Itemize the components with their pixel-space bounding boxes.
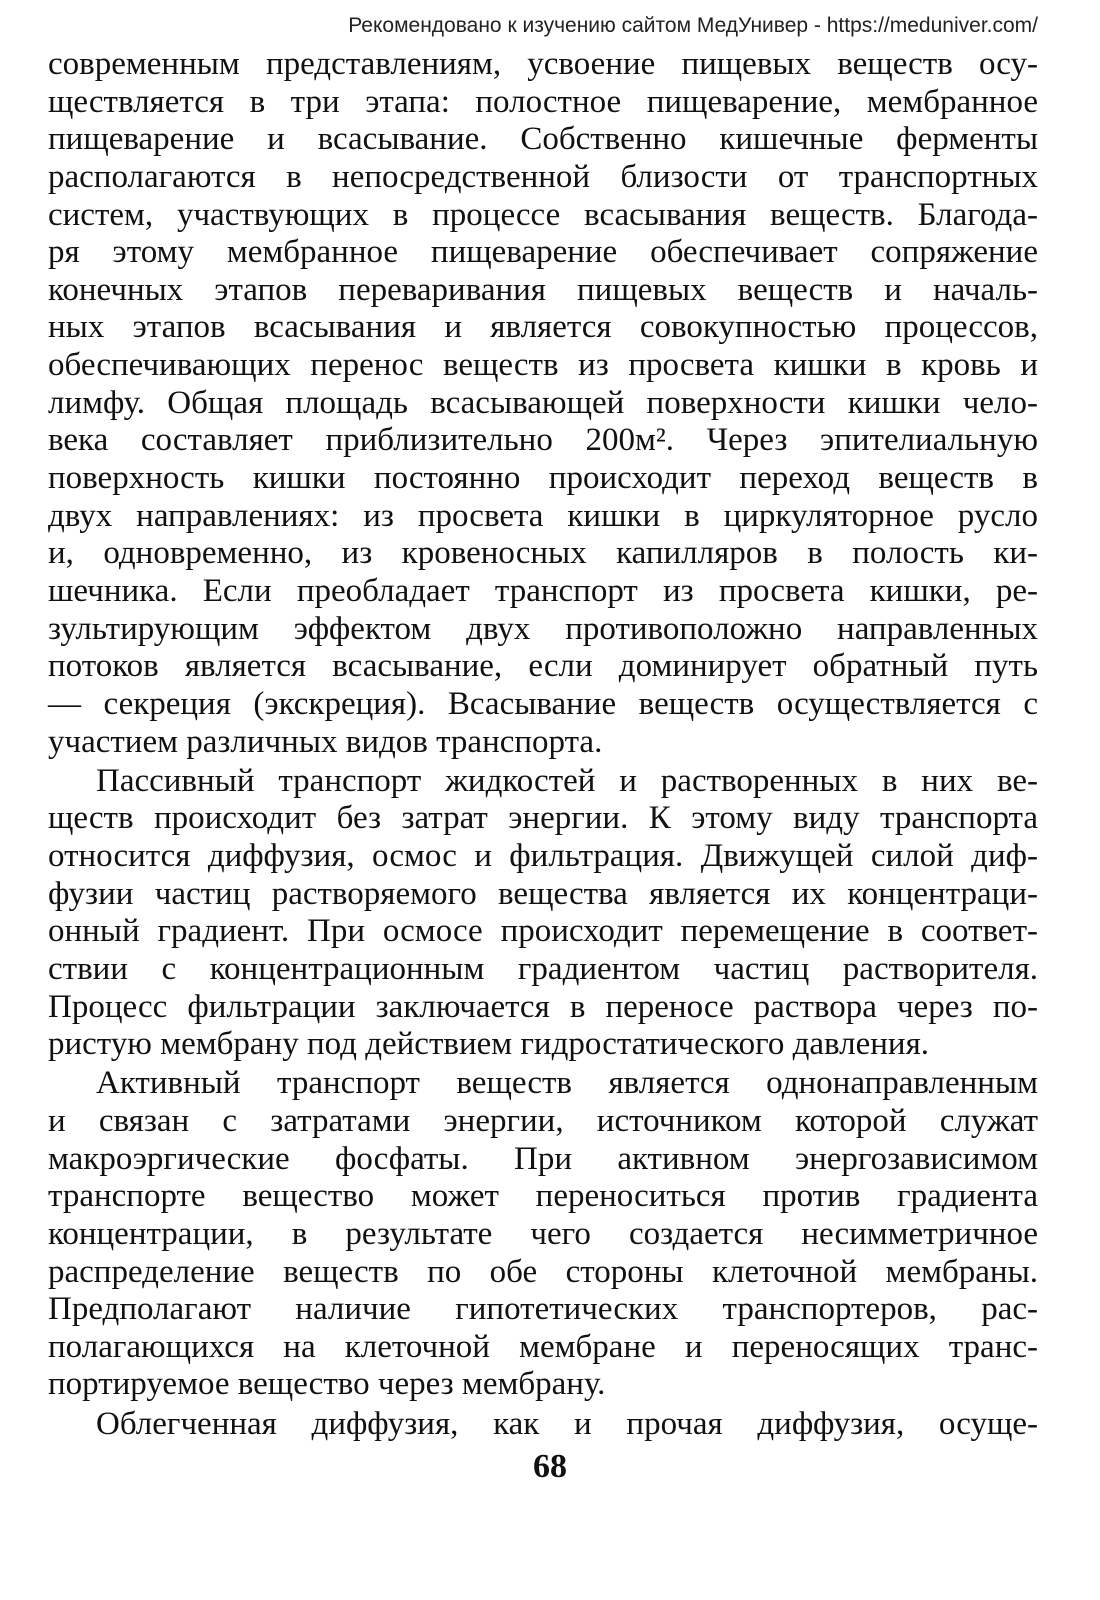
text-line: участием различных видов транспорта.	[48, 723, 603, 760]
text-line: концентрации, в результате чего создается несимметричное	[48, 1215, 1038, 1252]
text-line: шечника. Если преобладает транспорт из просвета кишки, ре-	[48, 572, 1038, 609]
text-line: ществ происходит без затрат энергии. К этому виду транспорта	[48, 800, 1038, 837]
text-line: портируемое вещество через мембрану.	[48, 1366, 606, 1403]
text-line: пищеварение и всасывание. Собственно кишечные ферменты	[48, 121, 1038, 158]
text-line: лимфу. Общая площадь всасывающей поверхности кишки чело-	[48, 384, 1038, 421]
text-line: зультирующим эффектом двух противоположно направленных	[48, 610, 1038, 647]
text-line: систем, участвующих в процессе всасывания веществ. Благода-	[48, 196, 1038, 233]
text-line: располагаются в непосредственной близости от транспортных	[48, 158, 1038, 195]
text-line: конечных этапов переваривания пищевых веществ и началь-	[48, 271, 1038, 308]
text-line: ристую мембрану под действием гидростатического давления.	[48, 1026, 930, 1063]
text-line: полагающихся на клеточной мембране и переносящих транс-	[48, 1328, 1038, 1365]
page-body-text	[48, 46, 1038, 1443]
text-line: двух направлениях: из просвета кишки в циркуляторное русло	[48, 497, 1038, 534]
text-line: и связан с затратами энергии, источником которой служат	[48, 1102, 1038, 1139]
text-line: — секреция (экскреция). Всасывание веществ осуществляется с	[48, 685, 1038, 722]
text-line: и, одновременно, из кровеносных капилляров в полость ки-	[48, 535, 1038, 572]
text-line: макроэргические фосфаты. При активном энергозависимом	[48, 1140, 1038, 1177]
text-line: ных этапов всасывания и является совокупностью процессов,	[48, 309, 1038, 346]
text-line: поверхность кишки постоянно происходит переход веществ в	[48, 460, 1038, 497]
text-line: века составляет приблизительно 200м². Через эпителиальную	[48, 422, 1038, 459]
text-line: фузии частиц растворяемого вещества является их концентраци-	[48, 875, 1038, 912]
paragraph-first-line: Активный транспорт веществ является однонаправленным	[96, 1065, 1038, 1102]
paragraph-first-line: Облегченная диффузия, как и прочая диффузия, осуще-	[96, 1405, 1038, 1442]
text-line: современным представлениям, усвоение пищевых веществ осу-	[48, 46, 1038, 82]
text-line: Процесс фильтрации заключается в переносе раствора через по-	[48, 988, 1038, 1025]
page-number: 68	[533, 1448, 567, 1485]
text-line: относится диффузия, осмос и фильтрация. Движущей силой диф-	[48, 837, 1038, 874]
paragraph-first-line: Пассивный транспорт жидкостей и растворенных в них ве-	[96, 762, 1038, 799]
text-line: ществляется в три этапа: полостное пищеварение, мембранное	[48, 83, 1038, 120]
text-line: распределение веществ по обе стороны клеточной мембраны.	[48, 1253, 1038, 1290]
text-line: ря этому мембранное пищеварение обеспечивает сопряжение	[48, 234, 1038, 271]
text-line: Предполагают наличие гипотетических транспортеров, рас-	[48, 1291, 1038, 1328]
text-line: потоков является всасывание, если доминирует обратный путь	[48, 648, 1038, 685]
text-line: обеспечивающих перенос веществ из просвета кишки в кровь и	[48, 347, 1038, 384]
text-line: ствии с концентрационным градиентом частиц растворителя.	[48, 950, 1038, 987]
site-recommendation-header: Рекомендовано к изучению сайтом МедУнивер - https://meduniver.com/	[348, 14, 1038, 37]
text-line: онный градиент. При осмосе происходит перемещение в соответ-	[48, 913, 1038, 950]
text-line: транспорте вещество может переноситься против градиента	[48, 1178, 1038, 1215]
